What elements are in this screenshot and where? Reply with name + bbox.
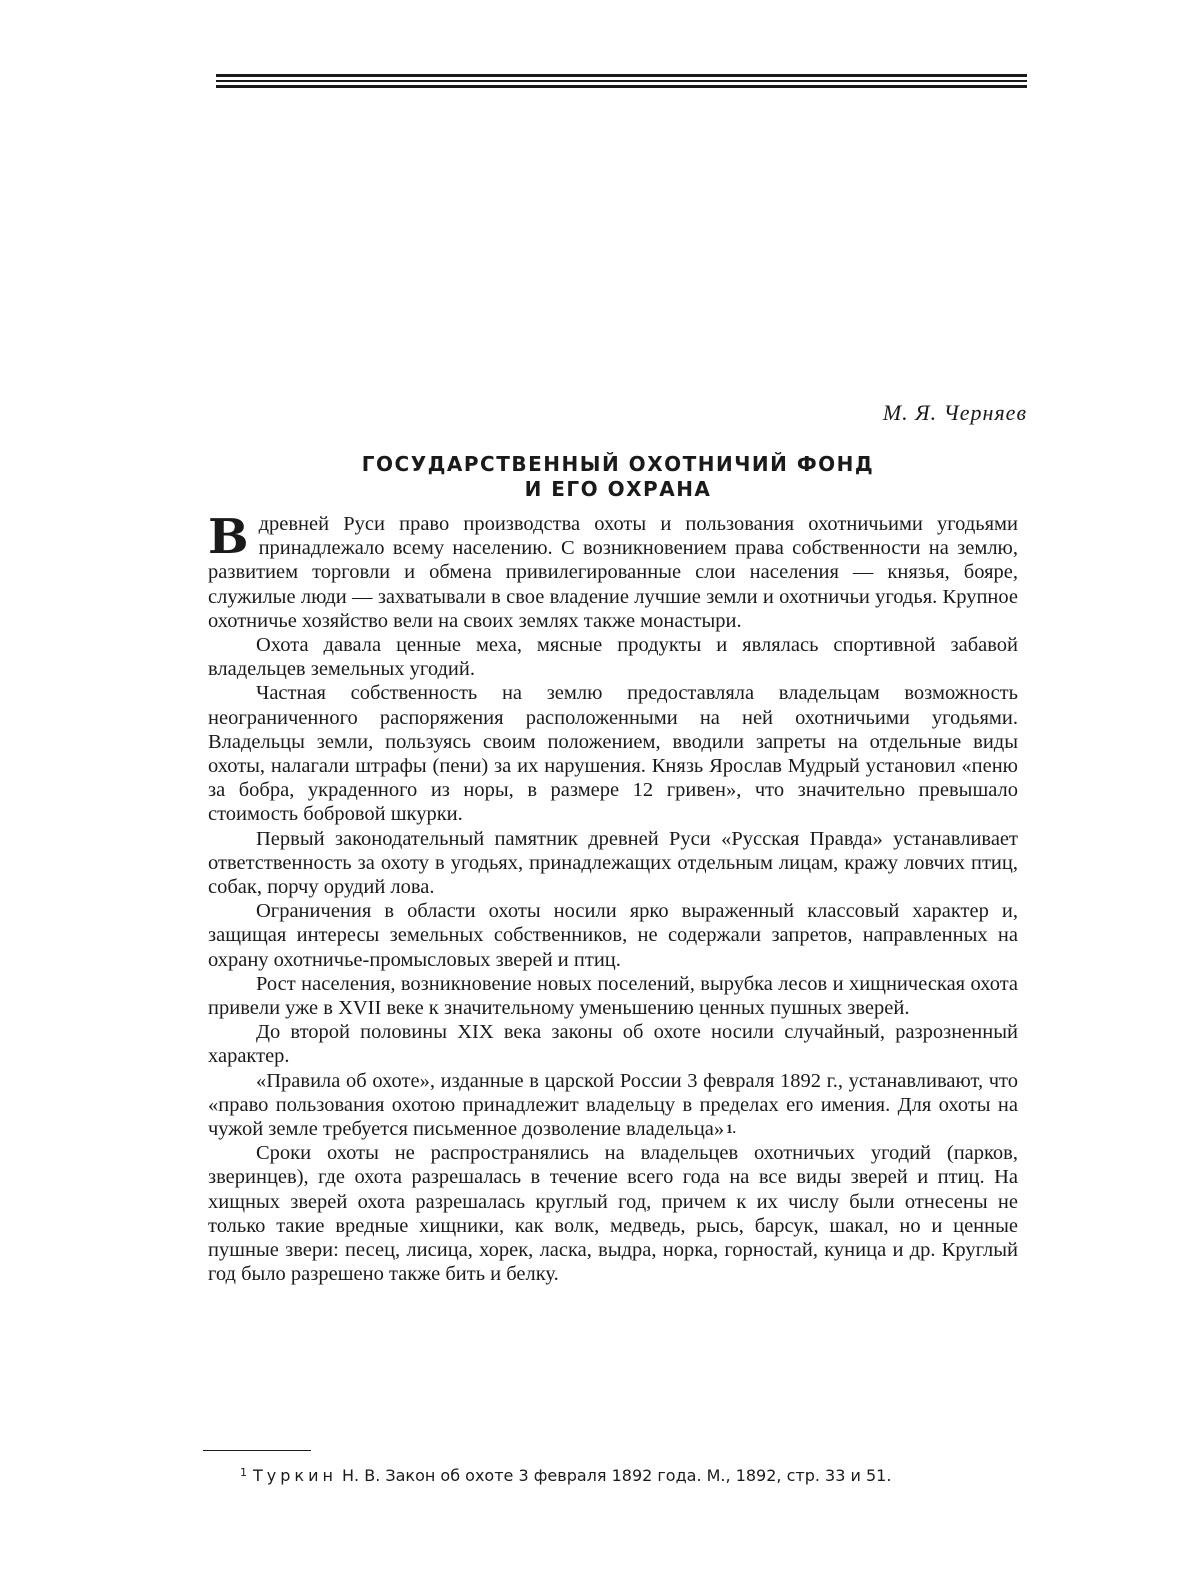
paragraph: Сроки охоты не распространялись на владельцев охотничьих угодий (парков, зверинцев), где охота разрешалась в течение всего года на все виды зверей и птиц. На хищных зверей охота разрешалась круглый год, причем к их числу были отнесены не только такие вредные хищники, как волк, медведь, рысь, барсук, шакал, но и ценные пушные звери: песец, лисица, хорек, ласка, выдра, норка, горностай, куница и др. Круглый год было разрешено также бить и белку. (208, 1142, 1018, 1286)
footnote-author: Туркин (253, 1466, 337, 1485)
paragraph (208, 1069, 1018, 1142)
paragraph: Первый законодательный памятник древней Руси «Русская Правда» устанавливает ответственность за охоту в угодьях, принадлежащих отдельным лицам, кражу ловчих птиц, собак, порчу орудий лова. (208, 827, 1018, 899)
title-line-2: И ЕГО ОХРАНА (524, 477, 712, 501)
header-rule (216, 74, 1027, 92)
footnote-reference: 1. (726, 1121, 736, 1137)
article-title (208, 452, 1028, 502)
paragraph: Ограничения в области охоты носили ярко выраженный классовый характер и, защищая интересы земельных собственников, не содержали запретов, направленных на охрану охотничье-промысловых зверей и птиц. (208, 900, 1018, 971)
drop-cap: В (208, 509, 249, 565)
paragraph: Рост населения, возникновение новых поселений, вырубка лесов и хищническая охота привели уже в XVII веке к значительному уменьшению ценных пушных зверей. (208, 972, 1018, 1020)
paragraph: До второй половины XIX века законы об охоте носили случайный, разрозненный характер. (208, 1021, 1018, 1068)
paragraph-text: «Правила об охоте», изданные в царской России 3 февраля 1892 г., устанавливают, что «право пользования охотою принадлежит владельцу в пределах его имения. Для охоты на чужой земле требуется письменное дозволение владельца» (208, 1069, 1018, 1141)
paragraph: Охота давала ценные меха, мясные продукты и являлась спортивной забавой владельцев земельных угодий. (208, 634, 1018, 681)
article-author: М. Я. Черняев (882, 400, 1027, 425)
title-line-1: ГОСУДАРСТВЕННЫЙ ОХОТНИЧИЙ ФОНД (361, 452, 875, 476)
paragraph: Частная собственность на землю предоставляла владельцам возможность неограниченного распоряжения расположенными на ней охотничьими угодьями. Владельцы земли, пользуясь своим положением, вводили запреты на отдельные виды охоты, налагали штрафы (пени) за их нарушения. Князь Ярослав Мудрый установил «пеню за бобра, украденного из норы, в размере 12 гривен», что значительно превышало стоимость бобровой шкурки. (208, 682, 1018, 826)
footnote (240, 1466, 891, 1485)
footnote-divider (203, 1450, 311, 1451)
footnote-text: Н. В. Закон об охоте 3 февраля 1892 года. М., 1892, стр. 33 и 51. (342, 1466, 892, 1485)
paragraph (208, 509, 1018, 633)
article-body (208, 509, 1018, 1287)
paragraph-text: древней Руси право производства охоты и пользования охотничьими угодьями принадлежало всему населению. С возникновением права собственности на землю, развитием торговли и обмена привилегированные слои населения — князья, бояре, служилые люди — захватывали в свое владение лучшие земли и охотничьи угодья. Крупное охотничье хозяйство вели на своих землях также монастыри. (208, 513, 1018, 632)
footnote-number: 1 (240, 1466, 247, 1479)
